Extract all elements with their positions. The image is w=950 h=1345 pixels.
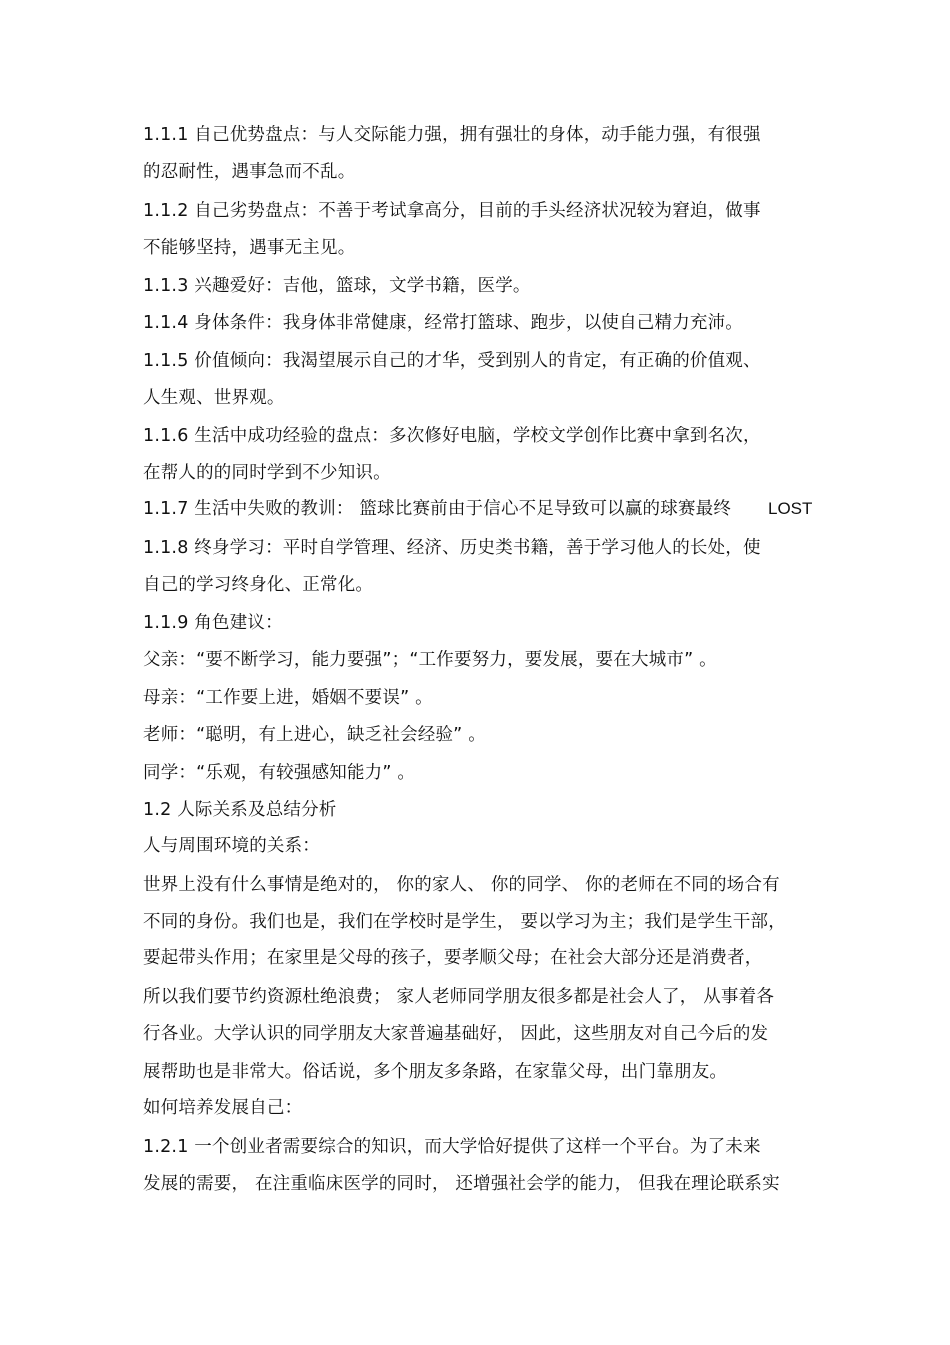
text-line: 要起带头作用；在家里是父母的孩子，要孝顺父母；在社会大部分还是消费者， — [143, 948, 763, 968]
text-line: 1.1.3 兴趣爱好：吉他，篮球，文学书籍，医学。 — [143, 276, 531, 296]
text-line: 1.1.1 自己优势盘点：与人交际能力强，拥有强壮的身体，动手能力强，有很强 — [143, 125, 761, 145]
text-line: 展帮助也是非常大。俗话说，多个朋友多条路，在家靠父母，出门靠朋友。 — [143, 1062, 728, 1082]
text-line: 所以我们要节约资源杜绝浪费； 家人老师同学朋友很多都是社会人了， 从事着各 — [143, 987, 775, 1007]
text-line: 的忍耐性，遇事急而不乱。 — [143, 162, 356, 182]
text-line: 母亲：“工作要上进，婚姻不要误” 。 — [143, 688, 433, 708]
text-line: 世界上没有什么事情是绝对的， 你的家人、 你的同学、 你的老师在不同的场合有 — [143, 875, 780, 895]
text-line: 1.1.5 价值倾向：我渴望展示自己的才华，受到别人的肯定，有正确的价值观、 — [143, 351, 761, 371]
text-line: 行各业。大学认识的同学朋友大家普遍基础好， 因此，这些朋友对自己今后的发 — [143, 1024, 769, 1044]
text-line: 自己的学习终身化、正常化。 — [143, 575, 374, 595]
text-line: 1.1.6 生活中成功经验的盘点：多次修好电脑，学校文学创作比赛中拿到名次， — [143, 426, 761, 446]
text-line: 父亲：“要不断学习，能力要强”；“工作要努力，要发展，要在大城市” 。 — [143, 650, 717, 670]
text-line: 在帮人的的同时学到不少知识。 — [143, 463, 391, 483]
text-line: 1.1.4 身体条件：我身体非常健康，经常打篮球、跑步，以使自己精力充沛。 — [143, 313, 743, 333]
text-line: 老师：“聪明，有上进心，缺乏社会经验” 。 — [143, 725, 486, 745]
text-line: 人与周围环境的关系： — [143, 836, 320, 856]
text-line: 同学：“乐观，有较强感知能力” 。 — [143, 763, 416, 783]
text-line: 1.1.9 角色建议： — [143, 613, 283, 633]
lost-word: LOST — [768, 499, 813, 518]
section-heading: 1.2 人际关系及总结分析 — [143, 800, 337, 820]
text-line: 如何培养发展自己： — [143, 1098, 303, 1118]
text-line: 发展的需要， 在注重临床医学的同时， 还增强社会学的能力， 但我在理论联系实 — [143, 1174, 780, 1194]
text-line: 不能够坚持，遇事无主见。 — [143, 238, 356, 258]
text-line: 1.1.8 终身学习：平时自学管理、经济、历史类书籍，善于学习他人的长处，使 — [143, 538, 761, 558]
text-line: 1.1.2 自己劣势盘点：不善于考试拿高分，目前的手头经济状况较为窘迫，做事 — [143, 201, 761, 221]
text-line: 1.1.7 生活中失败的教训： 篮球比赛前由于信心不足导致可以赢的球赛最终 — [143, 499, 732, 519]
text-line: 1.2.1 一个创业者需要综合的知识，而大学恰好提供了这样一个平台。为了未来 — [143, 1137, 761, 1157]
text-line: 人生观、世界观。 — [143, 388, 285, 408]
text-line: 不同的身份。我们也是，我们在学校时是学生， 要以学习为主；我们是学生干部， — [143, 912, 786, 932]
